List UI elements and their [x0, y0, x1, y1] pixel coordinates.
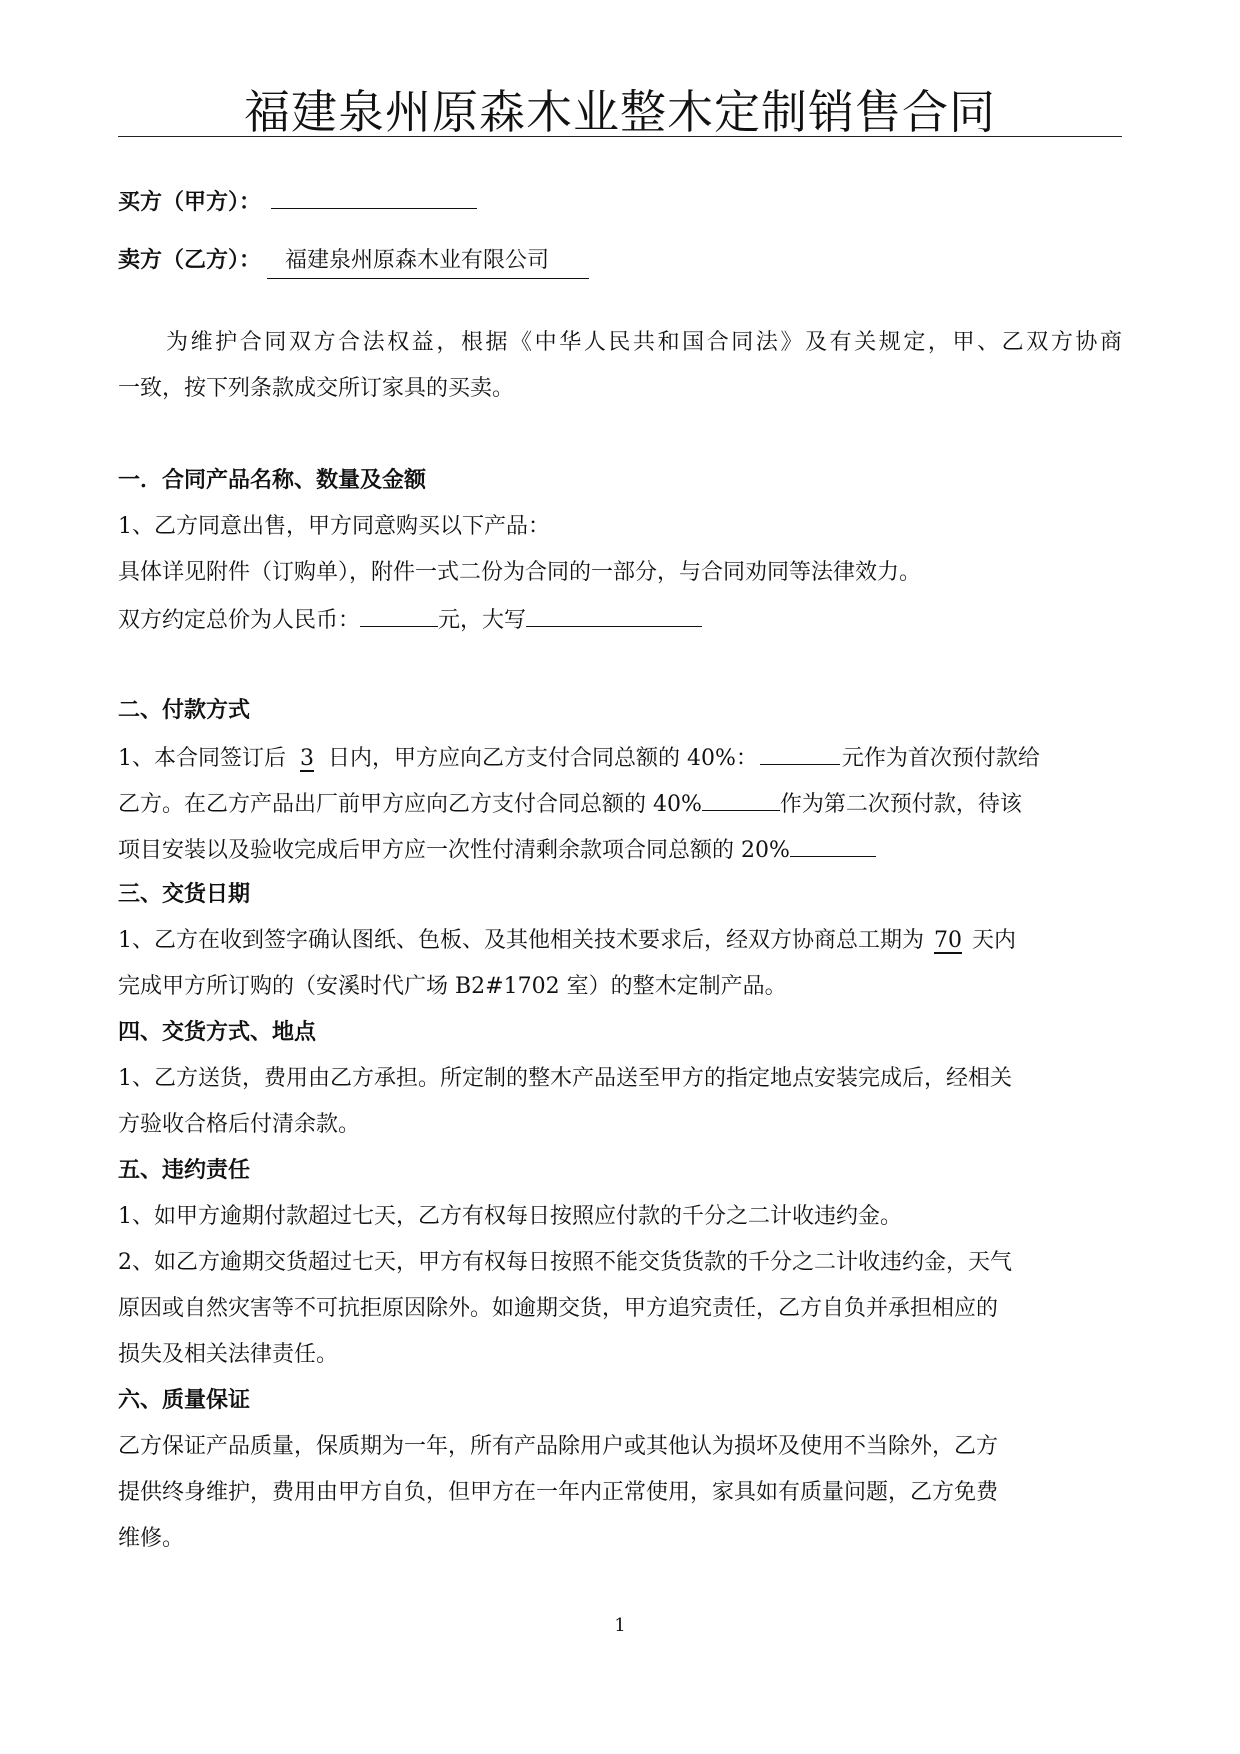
- seller-name: 福建泉州原森木业有限公司: [267, 244, 589, 279]
- section-4-line-2: 方验收合格后付清余款。: [118, 1112, 361, 1137]
- delivery-days: 70: [934, 928, 962, 953]
- payment-text-d: 乙方。在乙方产品出厂前甲方应向乙方支付合同总额的 40%: [118, 792, 702, 817]
- section-5-line-2: 2、如乙方逾期交货超过七天，甲方有权每日按照不能交货货款的千分之二计收违约金，天气: [118, 1250, 1013, 1275]
- payment-text-c: 元作为首次预付款给: [841, 746, 1040, 771]
- document-title: 福建泉州原森木业整木定制销售合同: [244, 85, 996, 139]
- section-6-heading: 六、质量保证: [118, 1388, 251, 1413]
- payment-text-e: 作为第二次预付款，待该: [779, 792, 1022, 817]
- payment-text-b: 日内，甲方应向乙方支付合同总额的 40%：: [328, 746, 758, 771]
- section-6-line-1: 乙方保证产品质量，保质期为一年，所有产品除用户或其他认为损坏及使用不当除外，乙方: [118, 1434, 999, 1459]
- section-6-line-3: 维修。: [118, 1526, 185, 1551]
- payment-text-a: 1、本合同签订后: [118, 746, 286, 771]
- seller-line: [118, 238, 1122, 284]
- section-1-heading: 一．合同产品名称、数量及金额: [118, 468, 427, 493]
- title-underline: [118, 136, 1122, 137]
- section-3-heading: 三、交货日期: [118, 882, 251, 907]
- total-price-blank: [360, 596, 438, 627]
- total-price-words-label: 元，大写: [438, 608, 527, 633]
- second-payment-blank: [702, 780, 780, 811]
- section-3-line-2: 完成甲方所订购的（安溪时代广场 B2#1702 室）的整木定制产品。: [118, 974, 787, 999]
- final-payment-blank: [790, 826, 876, 857]
- section-2-line-1: [118, 734, 1122, 782]
- delivery-text-b: 天内: [972, 928, 1017, 953]
- buyer-label: 买方（甲方）：: [118, 190, 262, 215]
- payment-days: 3: [300, 746, 314, 771]
- section-1-line-2: 具体详见附件（订购单），附件一式二份为合同的一部分，与合同劝同等法律效力。: [118, 560, 922, 585]
- section-5-line-1: 1、如甲方逾期付款超过七天，乙方有权每日按照应付款的千分之二计收违约金。: [118, 1204, 902, 1229]
- section-4-heading: 四、交货方式、地点: [118, 1020, 317, 1045]
- section-1-line-3: [118, 596, 1122, 644]
- seller-label: 卖方（乙方）：: [118, 248, 262, 273]
- section-2-line-3: [118, 826, 1122, 874]
- intro-line-1: 为维护合同双方合法权益，根据《中华人民共和国合同法》及有关规定，甲、乙双方协商: [166, 330, 1122, 355]
- buyer-name-blank: [271, 178, 477, 209]
- buyer-line: [118, 178, 1122, 226]
- first-payment-blank: [760, 734, 840, 765]
- section-2-line-2: [118, 780, 1122, 828]
- section-5-line-4: 损失及相关法律责任。: [118, 1342, 339, 1367]
- section-2-heading: 二、付款方式: [118, 698, 251, 723]
- payment-text-f: 项目安装以及验收完成后甲方应一次性付清剩余款项合同总额的 20%: [118, 838, 790, 863]
- section-5-line-3: 原因或自然灾害等不可抗拒原因除外。如逾期交货，甲方追究责任，乙方自负并承担相应的: [118, 1296, 999, 1321]
- delivery-text-a: 1、乙方在收到签字确认图纸、色板、及其他相关技术要求后，经双方协商总工期为: [118, 928, 924, 953]
- section-5-heading: 五、违约责任: [118, 1158, 251, 1183]
- total-price-label: 双方约定总价为人民币：: [118, 608, 361, 633]
- total-price-words-blank: [526, 596, 702, 627]
- section-1-line-1: 1、乙方同意出售，甲方同意购买以下产品：: [118, 514, 550, 539]
- section-3-line-1: [118, 918, 1122, 964]
- intro-line-2: 一致，按下列条款成交所订家具的买卖。: [118, 376, 515, 401]
- section-6-line-2: 提供终身维护，费用由甲方自负，但甲方在一年内正常使用，家具如有质量问题，乙方免费: [118, 1480, 999, 1505]
- page-number: 1: [614, 1615, 626, 1636]
- section-4-line-1: 1、乙方送货，费用由乙方承担。所定制的整木产品送至甲方的指定地点安装完成后，经相关: [118, 1066, 1013, 1091]
